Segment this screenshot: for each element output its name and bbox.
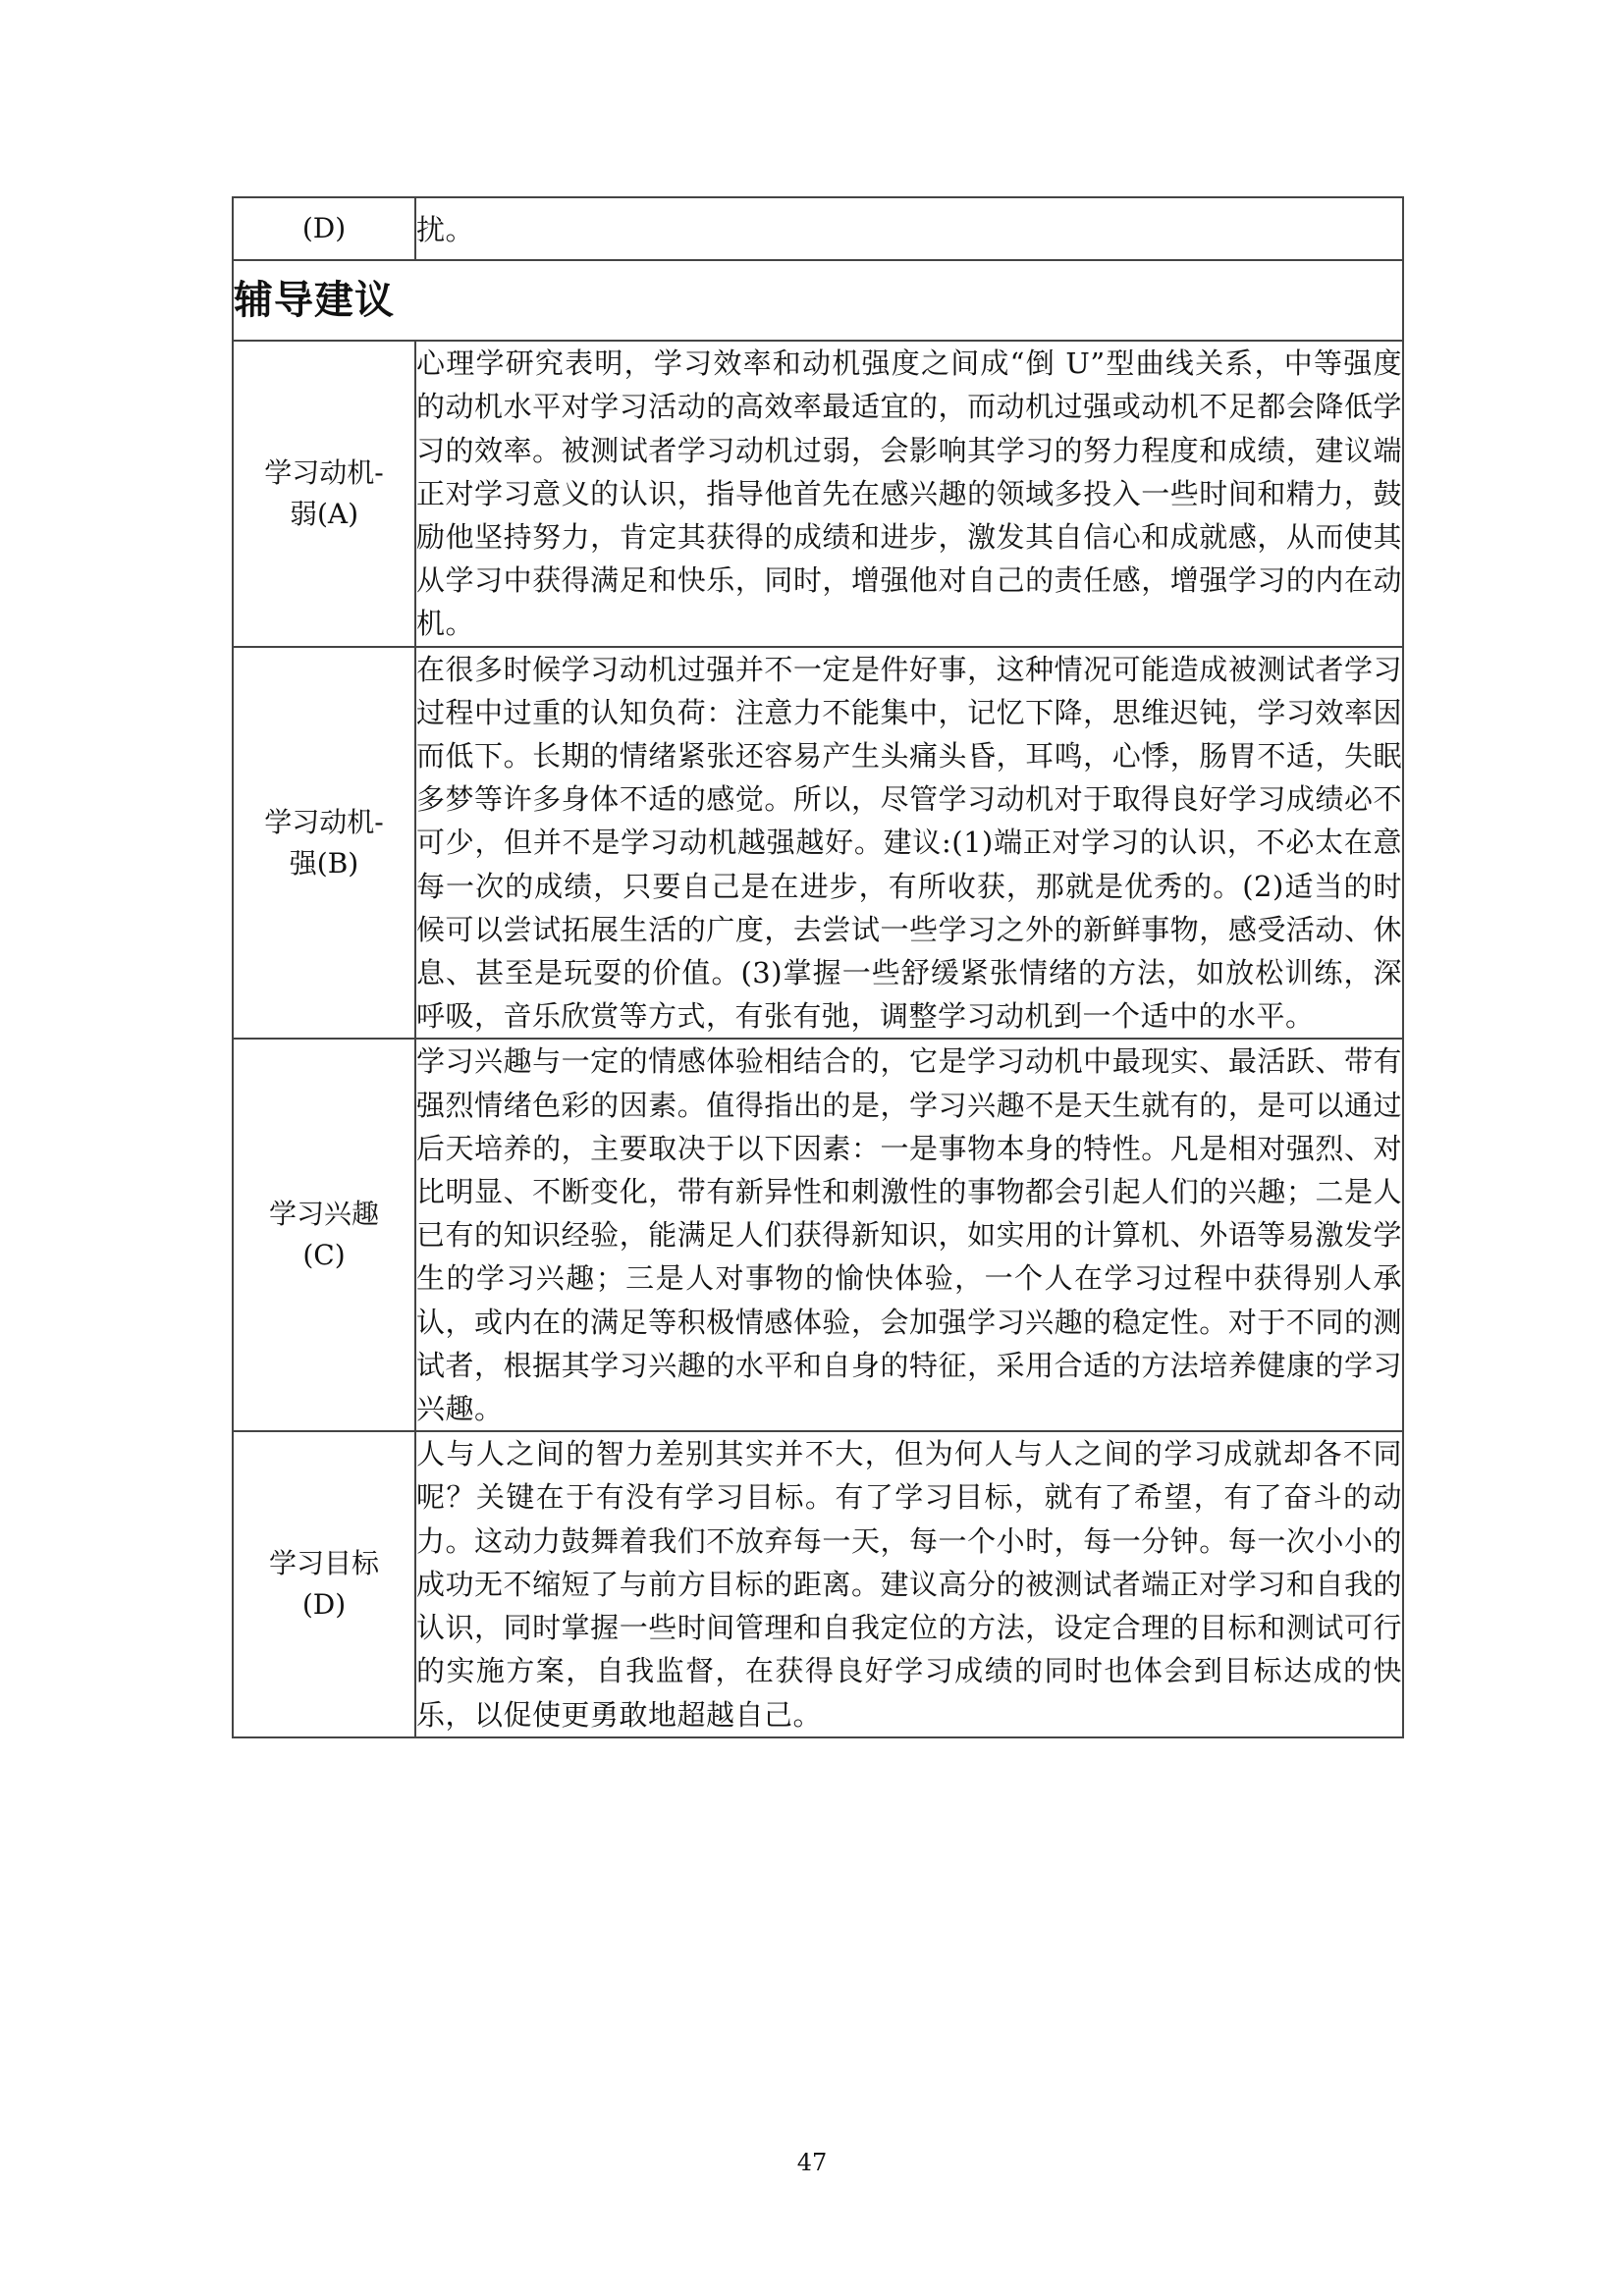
advice-text-d: 人与人之间的智力差别其实并不大，但为何人与人之间的学习成就却各不同呢？关键在于有没有学习目标。有了学习目标，就有了希望，有了奋斗的动力。这动力鼓舞着我们不放弃每一天，每一个小时，每一分钟。每一次小小的成功无不缩短了与前方目标的距离。建议高分的被测试者端正对学习和自我的认识，同时掌握一些时间管理和自我定位的方法，设定合理的目标和测试可行的实施方案，自我监督，在获得良好学习成绩的同时也体会到目标达成的快乐，以促使更勇敢地超越自己。 bbox=[415, 1431, 1403, 1736]
label-line: 学习动机- bbox=[264, 805, 384, 838]
row-text-continuation: 扰。 bbox=[415, 197, 1403, 260]
advice-text-a: 心理学研究表明，学习效率和动机强度之间成“倒 U”型曲线关系，中等强度的动机水平对学习活动的高效率最适宜的，而动机过强或动机不足都会降低学习的效率。被测试者学习动机过弱，会影响其学习的努力程度和成绩，建议端正对学习意义的认识，指导他首先在感兴趣的领域多投入一些时间和精力，鼓励他坚持努力，肯定其获得的成绩和进步，激发其自信心和成就感，从而使其从学习中获得满足和快乐，同时，增强他对自己的责任感，增强学习的内在动机。 bbox=[415, 341, 1403, 646]
advice-text-b: 在很多时候学习动机过强并不一定是件好事，这种情况可能造成被测试者学习过程中过重的认知负荷：注意力不能集中，记忆下降，思维迟钝，学习效率因而低下。长期的情绪紧张还容易产生头痛头昏，耳鸣，心悸，肠胃不适，失眠多梦等许多身体不适的感觉。所以，尽管学习动机对于取得良好学习成绩必不可少，但并不是学习动机越强越好。建议:(1)端正对学习的认识，不必太在意每一次的成绩，只要自己是在进步，有所收获，那就是优秀的。(2)适当的时候可以尝试拓展生活的广度，去尝试一些学习之外的新鲜事物，感受活动、休息、甚至是玩耍的价值。(3)掌握一些舒缓紧张情绪的方法，如放松训练，深呼吸，音乐欣赏等方式，有张有弛，调整学习动机到一个适中的水平。 bbox=[415, 647, 1403, 1040]
label-line: 强(B) bbox=[289, 846, 359, 880]
advice-label-c bbox=[233, 1039, 415, 1431]
advice-label-b bbox=[233, 647, 415, 1040]
label-line: 弱(A) bbox=[289, 497, 359, 530]
table-row bbox=[233, 1039, 1403, 1431]
label-line: (D) bbox=[301, 1587, 347, 1621]
table-row bbox=[233, 647, 1403, 1040]
section-heading-row bbox=[233, 260, 1403, 341]
table-row bbox=[233, 1431, 1403, 1736]
label-line: (C) bbox=[302, 1239, 346, 1272]
advice-table bbox=[232, 196, 1404, 1738]
section-heading-cell bbox=[233, 260, 1403, 341]
row-label-d bbox=[233, 197, 415, 260]
label-line: (D) bbox=[301, 212, 347, 245]
page-number: 47 bbox=[796, 2149, 828, 2176]
label-line: 学习目标 bbox=[268, 1546, 379, 1579]
advice-label-d bbox=[233, 1431, 415, 1736]
advice-label-a bbox=[233, 341, 415, 646]
label-line: 学习兴趣 bbox=[268, 1198, 379, 1231]
table-row bbox=[233, 341, 1403, 646]
label-line: 学习动机- bbox=[264, 455, 384, 489]
section-heading: 辅导建议 bbox=[234, 278, 395, 324]
table-row bbox=[233, 197, 1403, 260]
advice-text-c: 学习兴趣与一定的情感体验相结合的，它是学习动机中最现实、最活跃、带有强烈情绪色彩的因素。值得指出的是，学习兴趣不是天生就有的，是可以通过后天培养的，主要取决于以下因素：一是事物本身的特性。凡是相对强烈、对比明显、不断变化，带有新异性和刺激性的事物都会引起人们的兴趣；二是人已有的知识经验，能满足人们获得新知识，如实用的计算机、外语等易激发学生的学习兴趣；三是人对事物的愉快体验，一个人在学习过程中获得别人承认，或内在的满足等积极情感体验，会加强学习兴趣的稳定性。对于不同的测试者，根据其学习兴趣的水平和自身的特征，采用合适的方法培养健康的学习兴趣。 bbox=[415, 1039, 1403, 1431]
